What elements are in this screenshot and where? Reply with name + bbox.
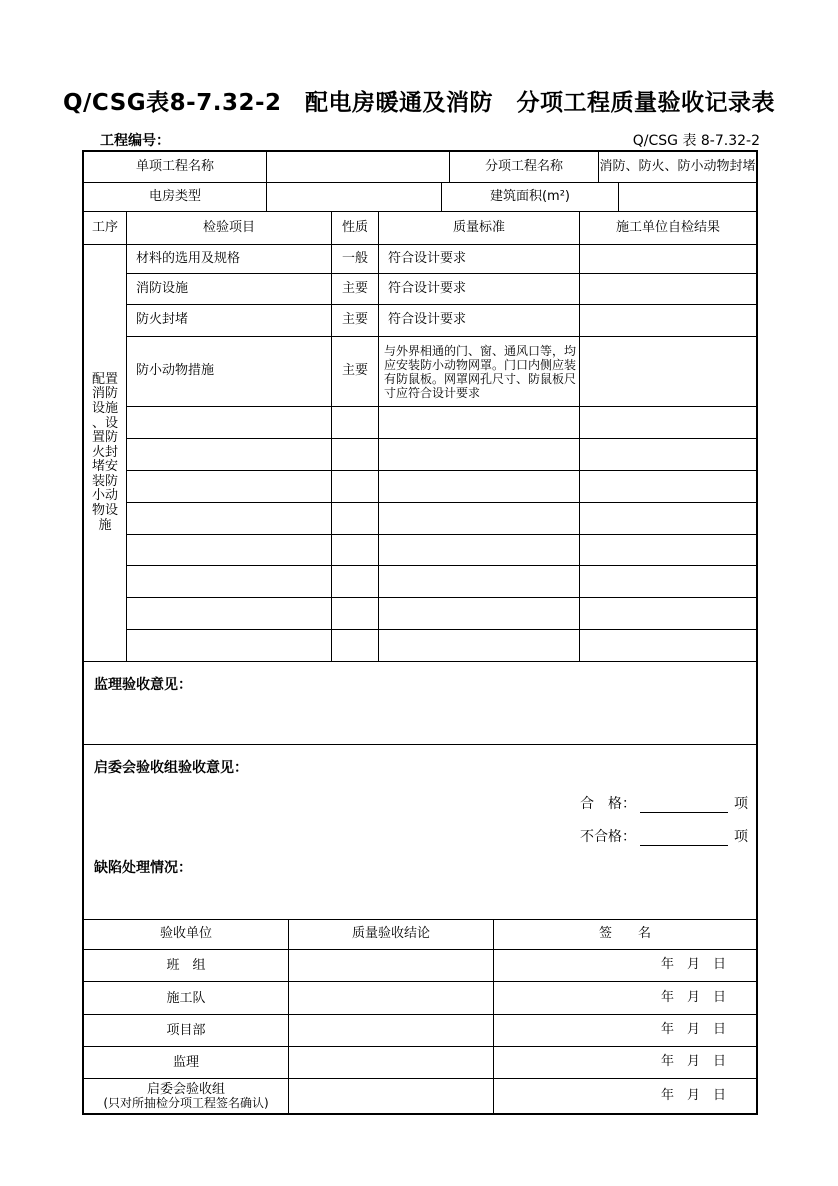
form-code: Q/CSG 表 8-7.32-2 — [632, 133, 760, 149]
empty-cell — [332, 503, 379, 534]
empty-cell — [580, 630, 756, 661]
col-header-process: 工序 — [84, 212, 127, 244]
empty-cell — [379, 407, 580, 438]
item-cell: 材料的选用及规格 — [127, 245, 332, 273]
signoff-unit-cell — [84, 1047, 289, 1078]
signoff-date-cell: 年 月 日 — [660, 1022, 726, 1038]
empty-cell — [127, 535, 332, 566]
result-cell — [580, 245, 756, 273]
committee-opinion-label: 启委会验收组验收意见： — [94, 760, 248, 776]
inspection-empty-row — [127, 471, 756, 503]
nature-cell: 主要 — [332, 337, 379, 406]
unit-project-name-label: 单项工程名称 — [84, 152, 267, 182]
inspection-row — [127, 337, 756, 407]
signoff-unit-text: 施工队 — [166, 990, 206, 1006]
signoff-row-project-dept — [84, 1015, 756, 1047]
inspection-empty-row — [127, 503, 756, 535]
empty-cell — [332, 471, 379, 502]
room-type-value — [267, 183, 442, 211]
empty-cell — [127, 407, 332, 438]
qualified-line — [580, 793, 748, 813]
empty-cell — [379, 630, 580, 661]
empty-cell — [580, 566, 756, 597]
inspection-empty-row — [127, 598, 756, 630]
nature-cell: 一般 — [332, 245, 379, 273]
inspection-empty-row — [127, 630, 756, 661]
unit-project-name-value — [267, 152, 450, 182]
empty-cell — [127, 503, 332, 534]
supervision-opinion-label: 监理验收意见： — [94, 677, 192, 693]
committee-opinion-section — [84, 745, 756, 920]
signoff-row-supervisor — [84, 1047, 756, 1079]
unqualified-line — [580, 826, 748, 846]
signoff-conclusion-cell — [289, 982, 494, 1014]
signoff-signature-header: 签 名 — [598, 926, 651, 942]
empty-cell — [379, 503, 580, 534]
signoff-conclusion-cell — [289, 950, 494, 981]
standard-cell: 与外界相通的门、窗、通风口等，均应安装防小动物网罩。门口内侧应装有防鼠板。网罩网孔尺寸、防鼠板尺寸应符合设计要求 — [379, 337, 580, 406]
project-number-label: 工程编号： — [100, 133, 170, 149]
signoff-unit-text: 监理 — [172, 1055, 199, 1070]
signoff-unit-cell — [84, 1015, 289, 1046]
result-cell — [580, 337, 756, 406]
empty-cell — [580, 471, 756, 502]
inspection-row — [127, 274, 756, 305]
signoff-conclusion-cell — [289, 1047, 494, 1078]
subheader — [100, 130, 760, 150]
nature-cell: 主要 — [332, 305, 379, 336]
unqualified-label: 不合格： — [580, 829, 636, 845]
empty-cell — [127, 566, 332, 597]
unqualified-fill-line — [640, 832, 728, 846]
inspection-empty-rows — [127, 407, 756, 661]
empty-cell — [580, 407, 756, 438]
sub-project-name-label: 分项工程名称 — [450, 152, 599, 182]
standard-cell: 符合设计要求 — [379, 305, 580, 336]
signoff-unit-cell — [84, 982, 289, 1014]
empty-cell — [332, 535, 379, 566]
empty-cell — [379, 439, 580, 470]
empty-cell — [379, 535, 580, 566]
signoff-date-cell: 年 月 日 — [660, 989, 726, 1005]
result-cell — [580, 305, 756, 336]
standard-cell: 符合设计要求 — [379, 274, 580, 304]
signoff-conclusion-cell — [289, 1079, 494, 1113]
item-cell: 防小动物措施 — [127, 337, 332, 406]
info-row-2 — [84, 183, 756, 212]
signoff-date-cell: 年 月 日 — [660, 957, 726, 973]
empty-cell — [332, 598, 379, 629]
col-header-result: 施工单位自检结果 — [615, 219, 720, 235]
signoff-unit-text: 班 组 — [166, 958, 206, 973]
qualified-unit: 项 — [734, 796, 748, 812]
signoff-unit-cell — [84, 1079, 289, 1113]
inspection-empty-row — [127, 535, 756, 567]
inspection-rows — [127, 245, 756, 661]
signoff-date-cell: 年 月 日 — [660, 1054, 726, 1070]
signoff-date-cell: 年 月 日 — [660, 1087, 726, 1103]
empty-cell — [332, 566, 379, 597]
signoff-conclusion-header: 质量验收结论 — [289, 920, 494, 949]
item-cell: 消防设施 — [127, 274, 332, 304]
inspection-empty-row — [127, 439, 756, 471]
standard-cell: 符合设计要求 — [379, 245, 580, 273]
room-type-label: 电房类型 — [84, 183, 267, 211]
inspection-empty-row — [127, 407, 756, 439]
sub-project-name-value: 消防、防火、防小动物封堵 — [599, 158, 756, 174]
result-cell — [580, 274, 756, 304]
signoff-unit-text: 项目部 — [166, 1023, 206, 1038]
signoff-row-committee — [84, 1079, 756, 1113]
signoff-unit-header: 验收单位 — [84, 920, 289, 949]
signoff-unit-cell — [84, 950, 289, 981]
empty-cell — [580, 598, 756, 629]
empty-cell — [127, 439, 332, 470]
process-group-label: 配置消防设施、设置防火封堵安装防小动物设施 — [91, 371, 118, 533]
inspection-row — [127, 305, 756, 337]
empty-cell — [379, 598, 580, 629]
empty-cell — [580, 503, 756, 534]
empty-cell — [127, 598, 332, 629]
acceptance-form-table — [82, 150, 758, 1115]
inspection-body — [84, 245, 756, 662]
building-area-value — [619, 183, 756, 211]
inspection-header-row — [84, 212, 756, 245]
empty-cell — [332, 407, 379, 438]
page-title: Q/CSG表8-7.32-2 配电房暖通及消防 分项工程质量验收记录表 — [62, 90, 776, 116]
signoff-unit-text: 启委会验收组 — [146, 1082, 225, 1097]
unqualified-unit: 项 — [734, 829, 748, 845]
inspection-empty-row — [127, 566, 756, 598]
building-area-label: 建筑面积(m²) — [442, 183, 619, 211]
nature-cell: 主要 — [332, 274, 379, 304]
empty-cell — [580, 439, 756, 470]
process-group-cell — [84, 245, 127, 661]
item-cell: 防火封堵 — [127, 305, 332, 336]
info-row-1 — [84, 152, 756, 183]
empty-cell — [379, 471, 580, 502]
signoff-unit-note: (只对所抽检分项工程签名确认) — [103, 1096, 269, 1110]
empty-cell — [127, 471, 332, 502]
col-header-standard: 质量标准 — [379, 212, 580, 244]
signoff-row-team — [84, 950, 756, 982]
signoff-row-crew — [84, 982, 756, 1015]
empty-cell — [379, 566, 580, 597]
empty-cell — [332, 630, 379, 661]
col-header-nature: 性质 — [332, 212, 379, 244]
col-header-item: 检验项目 — [127, 212, 332, 244]
signoff-header-row — [84, 920, 756, 950]
empty-cell — [127, 630, 332, 661]
qualified-fill-line — [640, 799, 728, 813]
supervision-opinion-section — [84, 662, 756, 745]
qualified-label: 合 格： — [580, 796, 636, 812]
inspection-row — [127, 245, 756, 274]
empty-cell — [332, 439, 379, 470]
defect-handling-label: 缺陷处理情况： — [94, 860, 192, 876]
empty-cell — [580, 535, 756, 566]
signoff-conclusion-cell — [289, 1015, 494, 1046]
